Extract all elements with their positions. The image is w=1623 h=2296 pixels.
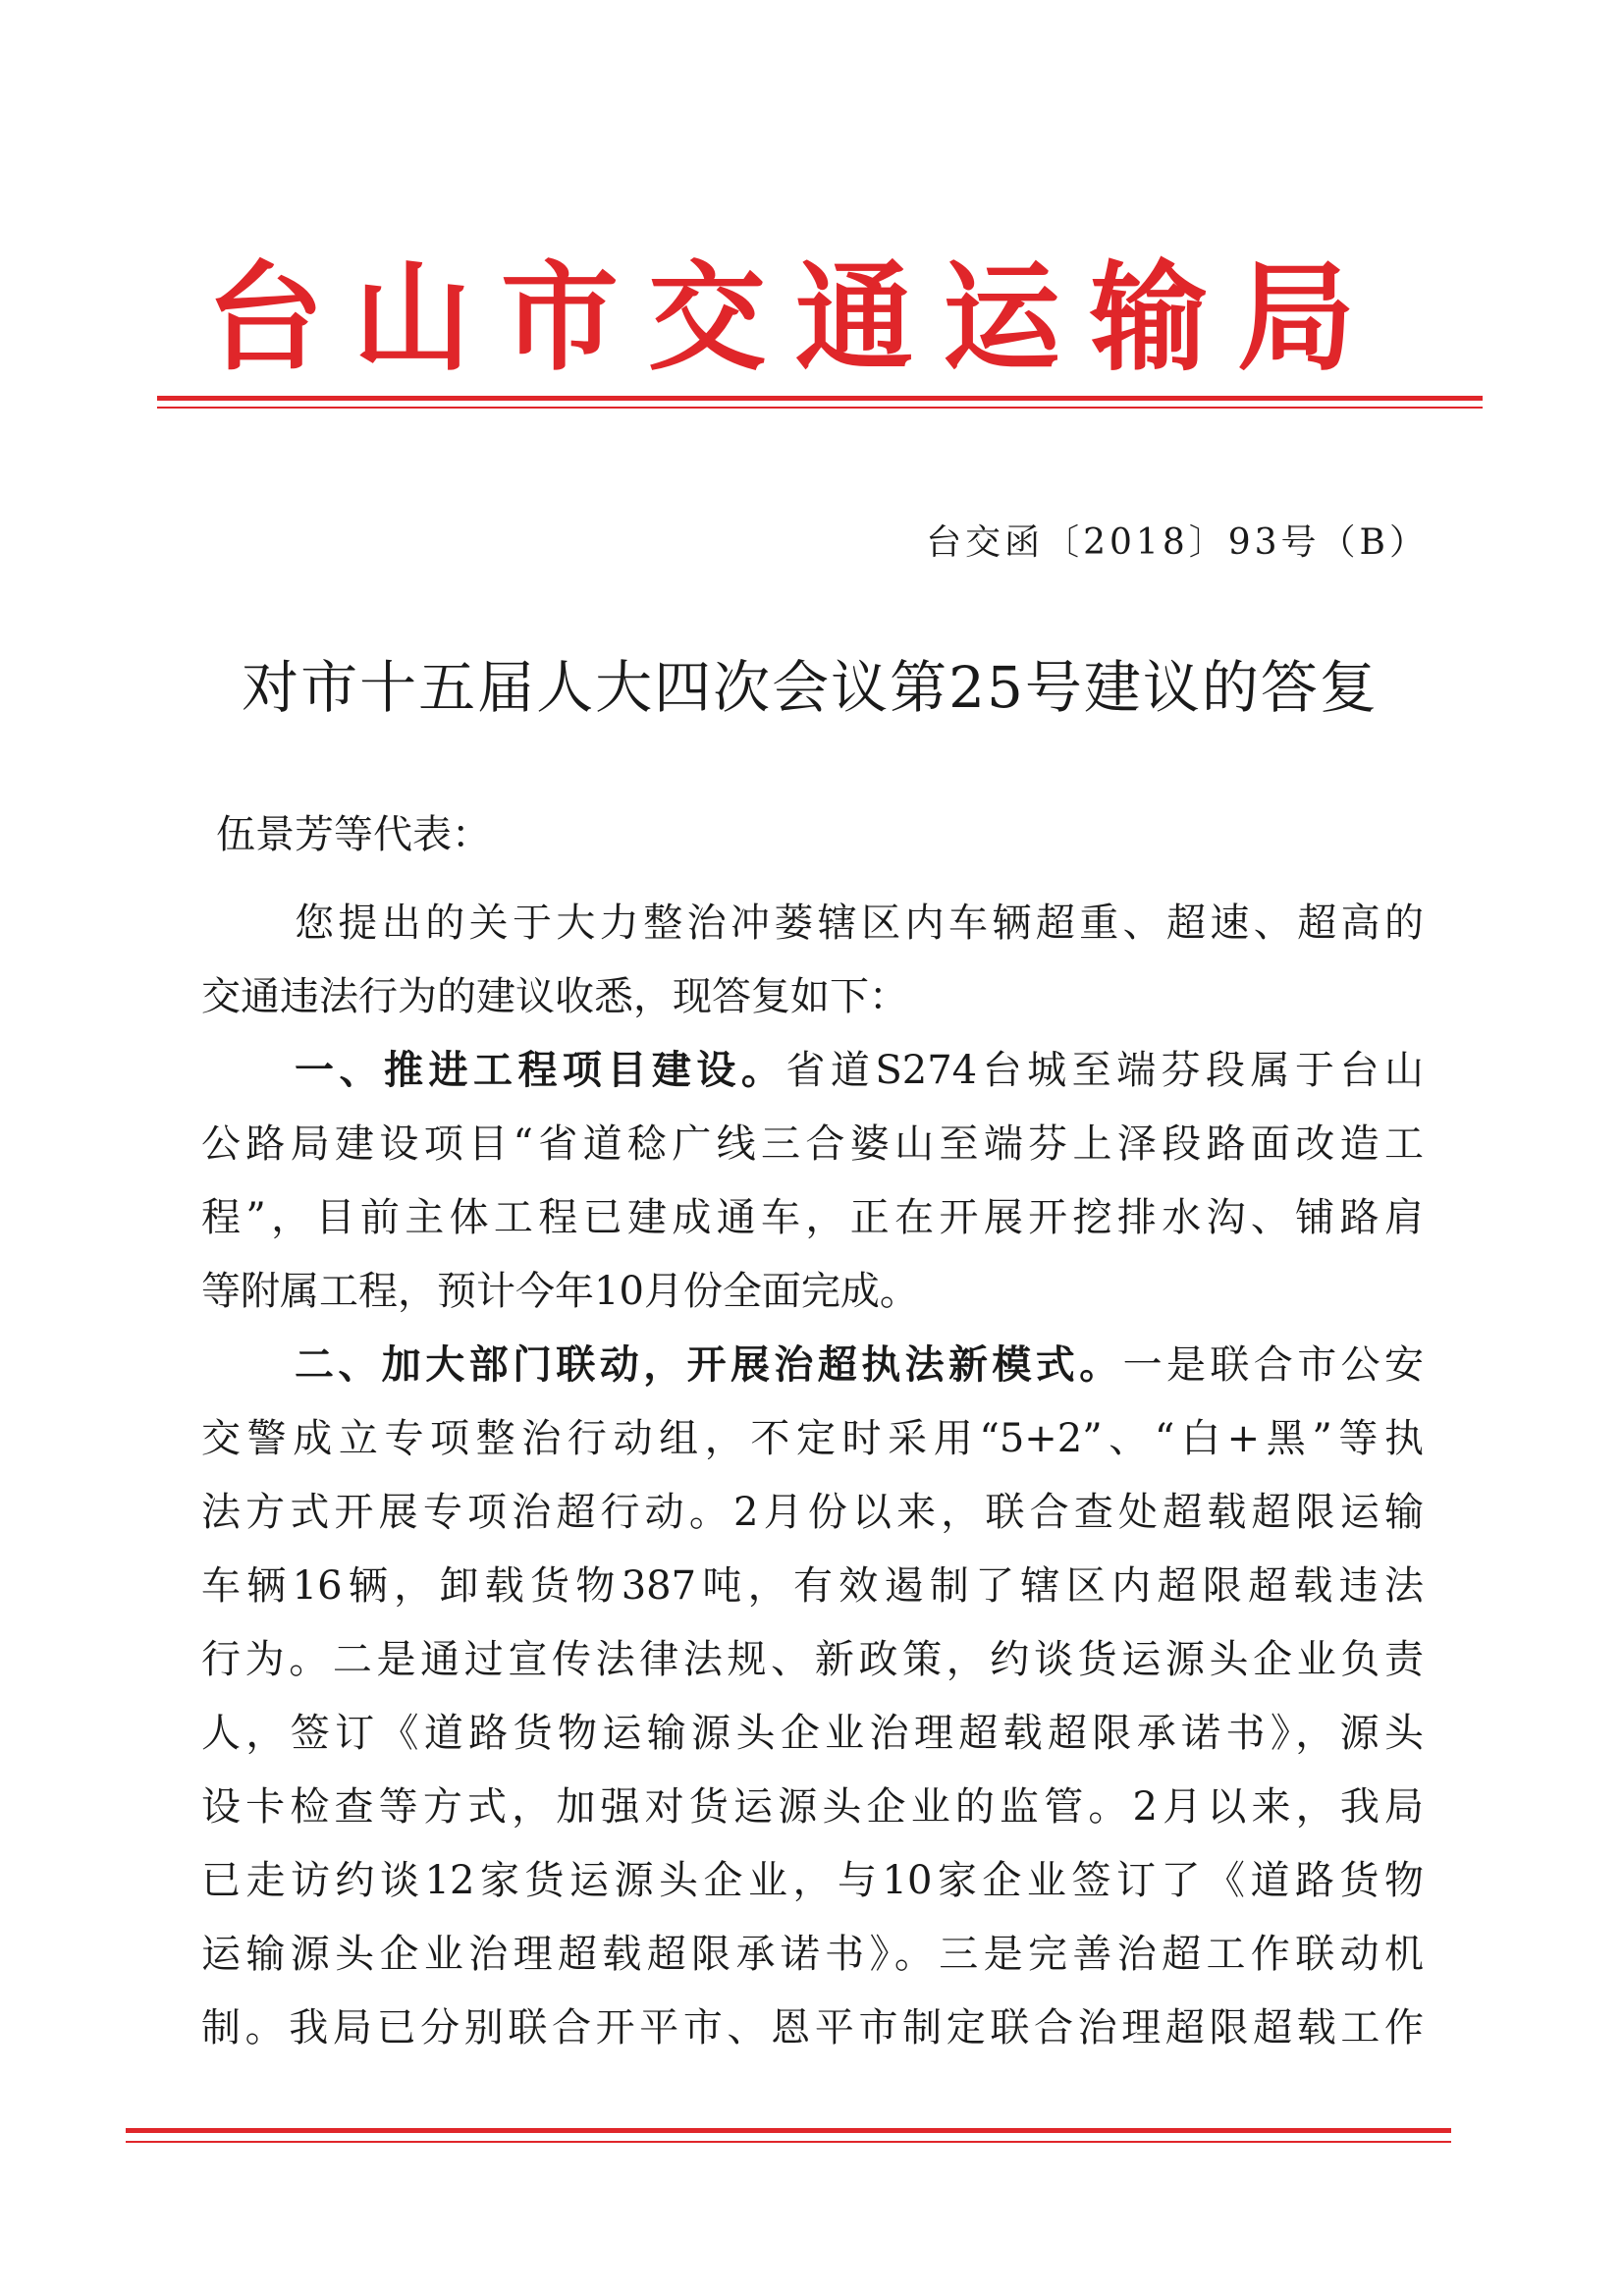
document-number: 台交函〔2018〕93号（B） xyxy=(926,522,1429,563)
body-line-11: 行为。二是通过宣传法律法规、新政策，约谈货运源头企业负责 xyxy=(201,1637,1424,1682)
body-line-15: 运输源头企业治理超载超限承诺书》。三是完善治超工作联动机 xyxy=(201,1932,1424,1977)
body-line-7 xyxy=(295,1336,1424,1394)
body-line-6: 等附属工程，预计今年10月份全面完成。 xyxy=(201,1269,919,1314)
header-red-rule-thick xyxy=(157,396,1483,401)
body-line-13: 设卡检查等方式，加强对货运源头企业的监管。2月以来，我局 xyxy=(201,1784,1424,1830)
organization-title: 台山市交通运输局 xyxy=(206,250,1384,387)
body-line-16: 制。我局已分别联合开平市、恩平市制定联合治理超限超载工作 xyxy=(201,2005,1424,2050)
header-red-rule-thin xyxy=(157,407,1483,409)
section-heading-1: 一、推进工程项目建设。 xyxy=(295,1048,786,1093)
section-heading-2: 二、加大部门联动，开展治超执法新模式。 xyxy=(295,1342,1123,1388)
body-line-4: 公路局建设项目“省道稔广线三合婆山至端芬上泽段路面改造工 xyxy=(201,1121,1424,1167)
body-line-12: 人，签订《道路货物运输源头企业治理超载超限承诺书》，源头 xyxy=(201,1711,1424,1756)
body-line-7-text: 一是联合市公安 xyxy=(1122,1342,1425,1388)
footer-red-rule-thick xyxy=(126,2128,1451,2133)
body-line-14: 已走访约谈12家货运源头企业，与10家企业签订了《道路货物 xyxy=(201,1858,1424,1903)
body-line-3-text: 省道S274台城至端芬段属于台山 xyxy=(785,1048,1425,1093)
body-line-1: 您提出的关于大力整治冲蒌辖区内车辆超重、超速、超高的 xyxy=(295,901,1424,946)
footer-red-rule-thin xyxy=(126,2141,1451,2143)
body-line-2: 交通违法行为的建议收悉，现答复如下： xyxy=(201,974,908,1019)
body-line-9: 法方式开展专项治超行动。2月份以来，联合查处超载超限运输 xyxy=(201,1490,1424,1535)
body-line-5: 程”，目前主体工程已建成通车，正在开展开挖排水沟、铺路肩 xyxy=(201,1195,1424,1240)
salutation: 伍景芳等代表： xyxy=(216,812,491,857)
body-line-10: 车辆16辆，卸载货物387吨，有效遏制了辖区内超限超载违法 xyxy=(201,1563,1424,1609)
body-line-8: 交警成立专项整治行动组，不定时采用“5+2”、“白+黑”等执 xyxy=(201,1416,1424,1461)
document-title: 对市十五届人大四次会议第25号建议的答复 xyxy=(242,654,1379,721)
body-line-3 xyxy=(295,1041,1424,1100)
